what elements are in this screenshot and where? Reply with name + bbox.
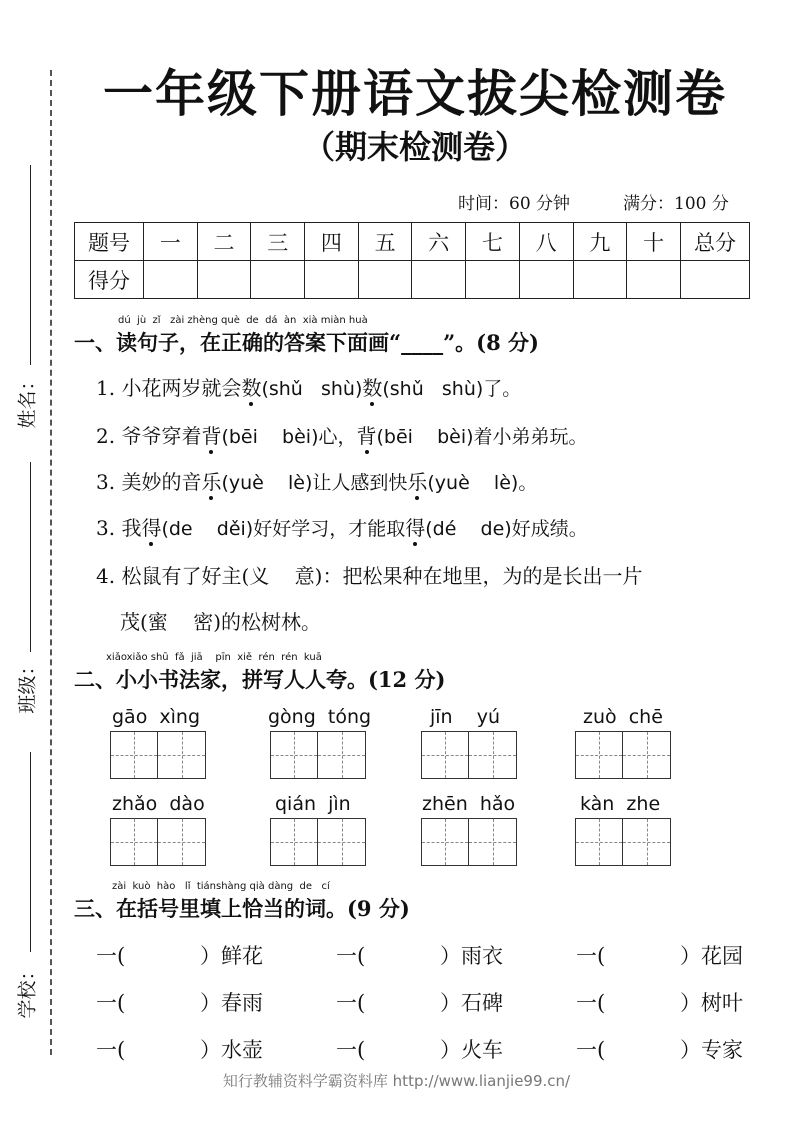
class-write-line [30,462,31,652]
fill-prefix: 一( [96,991,126,1015]
school-write-line [30,752,31,952]
pinyin-word: gāo xìng [112,706,201,728]
fill-suffix: ）花园 [680,944,743,968]
score-table [74,222,750,299]
fill-prefix: 一( [336,991,366,1015]
section2-heading: 二、小小书法家，拼写人人夸。(12 分) [74,667,446,692]
fill-suffix: ）石碑 [440,991,503,1015]
writing-grid[interactable] [110,731,206,779]
section1-item-5-line1[interactable]: 4. 松鼠有了好主(义 意)：把松果种在地里，为的是长出一片 [96,564,643,588]
score-cell[interactable] [466,261,520,299]
item-options[interactable]: (bēi bèi)着小弟弟玩。 [376,426,588,448]
item-options[interactable]: (shǔ shù)了。 [382,378,522,400]
dotted-char: 数 [362,376,383,400]
fill-suffix: ）春雨 [200,991,263,1015]
pinyin-word: zhēn hǎo [422,793,516,815]
writing-grid[interactable] [270,731,366,779]
score-table-score-row [75,261,750,299]
column-header: 四 [305,223,359,261]
dotted-char: 乐 [201,470,222,494]
section1-heading: 一、读句子，在正确的答案下面画“____”。(8 分) [74,330,539,355]
writing-grid[interactable] [421,731,517,779]
pinyin-word: gòng tóng [268,706,372,728]
full-score: 满分：100 分 [623,194,729,214]
writing-grid[interactable] [421,818,517,866]
fill-suffix: ）火车 [440,1038,503,1062]
section3-pinyin: zài kuò hào lǐ tiánshàng qià dàng de cí [112,881,330,892]
score-table-header-row [75,223,750,261]
score-cell[interactable] [144,261,198,299]
dotted-char: 得 [141,516,162,540]
fill-suffix: ）鲜花 [200,944,263,968]
pinyin-word: kàn zhe [580,793,661,815]
writing-grid[interactable] [110,818,206,866]
score-cell[interactable] [412,261,466,299]
item-options[interactable]: (bēi bèi)心， [221,426,357,448]
binding-dashed-line [50,70,52,1055]
score-cell[interactable] [519,261,573,299]
dotted-char: 背 [201,424,222,448]
pinyin-word: zhǎo dào [112,793,205,815]
column-header: 六 [412,223,466,261]
name-write-line [30,165,31,365]
fill-prefix: 一( [336,944,366,968]
score-cell[interactable] [358,261,412,299]
item-options[interactable]: (shǔ shù) [261,378,363,400]
item-text: 3. 美妙的音 [96,470,202,494]
fill-suffix: ）树叶 [680,991,743,1015]
column-header: 三 [251,223,305,261]
section3-heading: 三、在括号里填上恰当的词。(9 分) [74,896,410,921]
score-cell[interactable] [305,261,359,299]
writing-grid[interactable] [575,731,671,779]
column-header: 一 [144,223,198,261]
item-options[interactable]: (yuè lè)。 [427,472,538,494]
section1-item-1 [96,372,521,401]
item-text: 1. 小花两岁就会 [96,376,242,400]
page-subtitle: （期末检测卷） [302,128,527,166]
pinyin-word: jīn yú [430,706,501,728]
dotted-char: 背 [356,424,377,448]
score-cell[interactable] [573,261,627,299]
fill-prefix: 一( [576,944,606,968]
fill-suffix: ）专家 [680,1038,743,1062]
item-text: 3. 我 [96,516,142,540]
column-header: 五 [358,223,412,261]
dotted-char: 乐 [407,470,428,494]
question-number-label: 题号 [75,223,144,261]
school-label: 学校： [16,961,39,1019]
column-header: 七 [466,223,520,261]
score-cell-total[interactable] [681,261,750,299]
score-label: 得分 [75,261,144,299]
pinyin-word: qián jìn [275,793,351,815]
column-header: 八 [519,223,573,261]
class-label: 班级： [16,656,39,714]
score-cell[interactable] [197,261,251,299]
fill-suffix: ）水壶 [200,1038,263,1062]
score-cell[interactable] [627,261,681,299]
pinyin-word: zuò chē [583,706,663,728]
fill-prefix: 一( [96,944,126,968]
section1-item-4 [96,512,588,541]
item-options[interactable]: (de děi)好好学习，才能取 [161,518,406,540]
column-header: 九 [573,223,627,261]
fill-prefix: 一( [96,1038,126,1062]
fill-prefix: 一( [576,1038,606,1062]
dotted-char: 得 [405,516,426,540]
section2-pinyin: xiǎoxiǎo shū fǎ jiā pīn xiě rén rén kuā [106,652,322,663]
item-options[interactable]: (dé de)好成绩。 [425,518,588,540]
fill-prefix: 一( [336,1038,366,1062]
item-text: 2. 爷爷穿着 [96,424,202,448]
column-header-total: 总分 [681,223,750,261]
fill-suffix: ）雨衣 [440,944,503,968]
column-header: 二 [197,223,251,261]
section1-item-2 [96,420,588,449]
score-cell[interactable] [251,261,305,299]
fill-prefix: 一( [576,991,606,1015]
section1-item-5-line2[interactable]: 茂(蜜 密)的松树林。 [120,610,322,634]
item-options[interactable]: (yuè lè)让人感到快 [221,472,408,494]
column-header: 十 [627,223,681,261]
section1-pinyin: dú jù zǐ zài zhèng què de dá àn xià miàn huà [118,315,368,326]
writing-grid[interactable] [575,818,671,866]
dotted-char: 数 [241,376,262,400]
footer-watermark: 知行教辅资料学霸资料库 http://www.lianjie99.cn/ [222,1072,571,1090]
time-limit: 时间：60 分钟 [458,194,571,214]
writing-grid[interactable] [270,818,366,866]
page-title: 一年级下册语文拔尖检测卷 [103,64,727,123]
section1-item-3 [96,466,537,495]
name-label: 姓名： [16,371,39,429]
